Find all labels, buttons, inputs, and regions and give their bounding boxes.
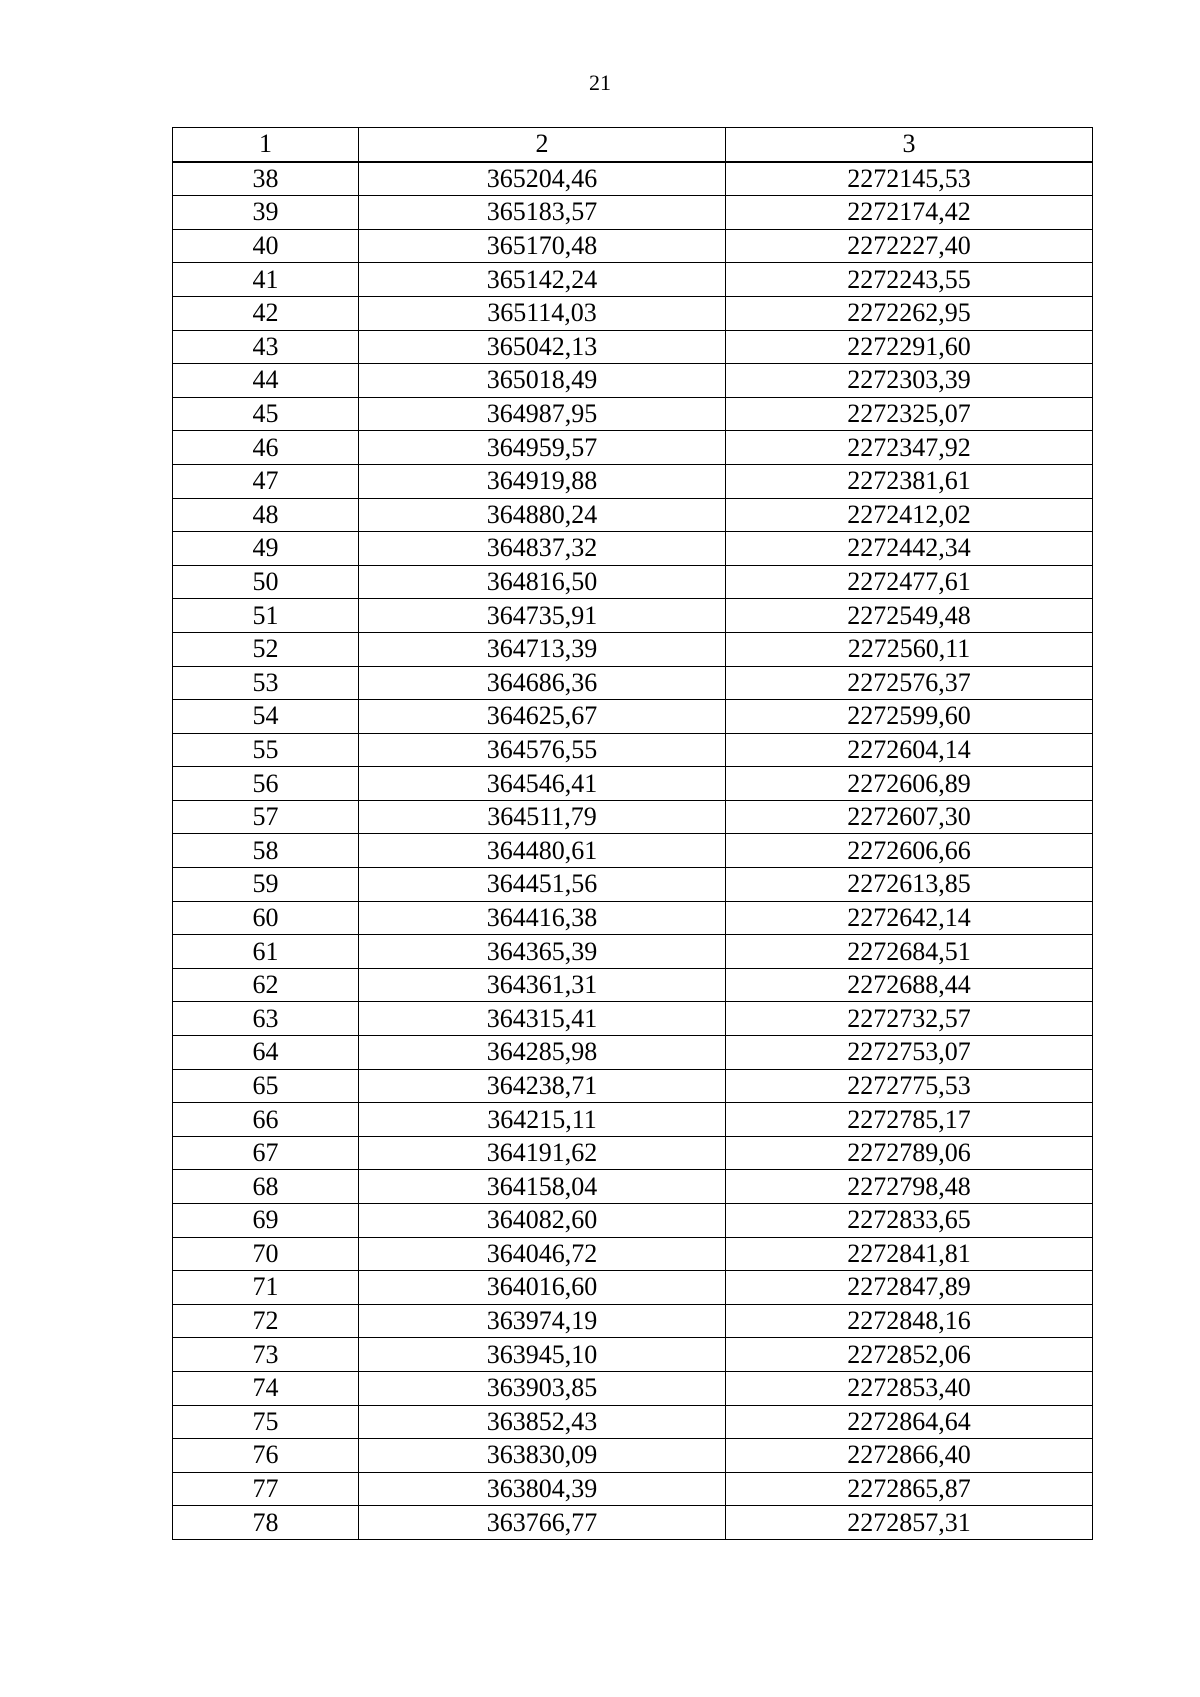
coordinate-y-cell: 2272852,06 bbox=[726, 1338, 1093, 1372]
table-row bbox=[173, 868, 1093, 902]
coordinate-x-cell: 364546,41 bbox=[359, 767, 726, 801]
coordinate-y-cell: 2272227,40 bbox=[726, 229, 1093, 263]
table-row bbox=[173, 1170, 1093, 1204]
point-number-cell: 50 bbox=[173, 565, 359, 599]
table-row bbox=[173, 1338, 1093, 1372]
coordinate-x-cell: 364987,95 bbox=[359, 397, 726, 431]
coordinate-x-cell: 364215,11 bbox=[359, 1103, 726, 1137]
coordinate-y-cell: 2272576,37 bbox=[726, 666, 1093, 700]
point-number-cell: 57 bbox=[173, 800, 359, 834]
table-row bbox=[173, 935, 1093, 969]
coordinate-x-cell: 364713,39 bbox=[359, 632, 726, 666]
page-number: 21 bbox=[589, 70, 611, 95]
coordinate-y-cell: 2272847,89 bbox=[726, 1271, 1093, 1305]
coordinate-y-cell: 2272848,16 bbox=[726, 1304, 1093, 1338]
coordinate-y-cell: 2272833,65 bbox=[726, 1204, 1093, 1238]
table-row bbox=[173, 1271, 1093, 1305]
table-row bbox=[173, 431, 1093, 465]
point-number-cell: 51 bbox=[173, 599, 359, 633]
coordinate-y-cell: 2272412,02 bbox=[726, 498, 1093, 532]
table-row bbox=[173, 632, 1093, 666]
table-row bbox=[173, 162, 1093, 196]
point-number-cell: 77 bbox=[173, 1472, 359, 1506]
coordinate-y-cell: 2272606,89 bbox=[726, 767, 1093, 801]
table-header bbox=[173, 128, 1093, 162]
point-number-cell: 58 bbox=[173, 834, 359, 868]
coordinate-y-cell: 2272864,64 bbox=[726, 1405, 1093, 1439]
table-row bbox=[173, 834, 1093, 868]
coordinate-x-cell: 364919,88 bbox=[359, 464, 726, 498]
table-row bbox=[173, 700, 1093, 734]
table-row bbox=[173, 1304, 1093, 1338]
table-row bbox=[173, 1371, 1093, 1405]
table-row bbox=[173, 800, 1093, 834]
table-row bbox=[173, 968, 1093, 1002]
point-number-cell: 71 bbox=[173, 1271, 359, 1305]
point-number-cell: 52 bbox=[173, 632, 359, 666]
coordinate-y-cell: 2272688,44 bbox=[726, 968, 1093, 1002]
coordinate-x-cell: 364046,72 bbox=[359, 1237, 726, 1271]
coordinate-y-cell: 2272684,51 bbox=[726, 935, 1093, 969]
coordinate-x-cell: 365142,24 bbox=[359, 263, 726, 297]
table-row bbox=[173, 599, 1093, 633]
coordinate-x-cell: 364816,50 bbox=[359, 565, 726, 599]
coordinate-y-cell: 2272607,30 bbox=[726, 800, 1093, 834]
coordinate-y-cell: 2272865,87 bbox=[726, 1472, 1093, 1506]
coordinate-x-cell: 364837,32 bbox=[359, 532, 726, 566]
coordinate-x-cell: 363852,43 bbox=[359, 1405, 726, 1439]
coordinate-x-cell: 365170,48 bbox=[359, 229, 726, 263]
table-row bbox=[173, 1506, 1093, 1540]
point-number-cell: 49 bbox=[173, 532, 359, 566]
table-row bbox=[173, 229, 1093, 263]
table-row bbox=[173, 1405, 1093, 1439]
point-number-cell: 61 bbox=[173, 935, 359, 969]
point-number-cell: 41 bbox=[173, 263, 359, 297]
point-number-cell: 68 bbox=[173, 1170, 359, 1204]
coordinate-x-cell: 365183,57 bbox=[359, 196, 726, 230]
coordinate-x-cell: 364686,36 bbox=[359, 666, 726, 700]
coordinate-x-cell: 364735,91 bbox=[359, 599, 726, 633]
coordinate-x-cell: 364016,60 bbox=[359, 1271, 726, 1305]
coordinate-x-cell: 365042,13 bbox=[359, 330, 726, 364]
coordinate-x-cell: 364880,24 bbox=[359, 498, 726, 532]
table-row bbox=[173, 1036, 1093, 1070]
table-body bbox=[173, 162, 1093, 1540]
table-row bbox=[173, 1472, 1093, 1506]
column-header-1: 1 bbox=[173, 128, 359, 162]
coordinate-y-cell: 2272853,40 bbox=[726, 1371, 1093, 1405]
table-row bbox=[173, 364, 1093, 398]
table-row bbox=[173, 666, 1093, 700]
table-row bbox=[173, 901, 1093, 935]
point-number-cell: 76 bbox=[173, 1439, 359, 1473]
coordinate-x-cell: 364158,04 bbox=[359, 1170, 726, 1204]
point-number-cell: 70 bbox=[173, 1237, 359, 1271]
coordinate-y-cell: 2272775,53 bbox=[726, 1069, 1093, 1103]
point-number-cell: 65 bbox=[173, 1069, 359, 1103]
coordinate-y-cell: 2272866,40 bbox=[726, 1439, 1093, 1473]
coordinate-y-cell: 2272291,60 bbox=[726, 330, 1093, 364]
coordinate-y-cell: 2272549,48 bbox=[726, 599, 1093, 633]
table-row bbox=[173, 1204, 1093, 1238]
coordinate-y-cell: 2272753,07 bbox=[726, 1036, 1093, 1070]
point-number-cell: 42 bbox=[173, 296, 359, 330]
point-number-cell: 55 bbox=[173, 733, 359, 767]
coordinate-y-cell: 2272325,07 bbox=[726, 397, 1093, 431]
point-number-cell: 72 bbox=[173, 1304, 359, 1338]
coordinate-x-cell: 364361,31 bbox=[359, 968, 726, 1002]
point-number-cell: 64 bbox=[173, 1036, 359, 1070]
coordinate-y-cell: 2272642,14 bbox=[726, 901, 1093, 935]
point-number-cell: 59 bbox=[173, 868, 359, 902]
table-row bbox=[173, 1103, 1093, 1137]
point-number-cell: 56 bbox=[173, 767, 359, 801]
table-row bbox=[173, 397, 1093, 431]
point-number-cell: 53 bbox=[173, 666, 359, 700]
coordinate-x-cell: 363903,85 bbox=[359, 1371, 726, 1405]
table-row bbox=[173, 196, 1093, 230]
point-number-cell: 39 bbox=[173, 196, 359, 230]
point-number-cell: 62 bbox=[173, 968, 359, 1002]
table-row bbox=[173, 1002, 1093, 1036]
coordinate-x-cell: 364511,79 bbox=[359, 800, 726, 834]
coordinate-x-cell: 364365,39 bbox=[359, 935, 726, 969]
point-number-cell: 66 bbox=[173, 1103, 359, 1137]
coordinate-x-cell: 364959,57 bbox=[359, 431, 726, 465]
coordinate-y-cell: 2272857,31 bbox=[726, 1506, 1093, 1540]
column-header-3: 3 bbox=[726, 128, 1093, 162]
coordinate-x-cell: 363766,77 bbox=[359, 1506, 726, 1540]
coordinate-y-cell: 2272789,06 bbox=[726, 1136, 1093, 1170]
point-number-cell: 67 bbox=[173, 1136, 359, 1170]
table-row bbox=[173, 296, 1093, 330]
point-number-cell: 46 bbox=[173, 431, 359, 465]
point-number-cell: 48 bbox=[173, 498, 359, 532]
column-header-2: 2 bbox=[359, 128, 726, 162]
coordinate-y-cell: 2272381,61 bbox=[726, 464, 1093, 498]
coordinate-x-cell: 364451,56 bbox=[359, 868, 726, 902]
coordinate-y-cell: 2272599,60 bbox=[726, 700, 1093, 734]
point-number-cell: 74 bbox=[173, 1371, 359, 1405]
coordinate-y-cell: 2272841,81 bbox=[726, 1237, 1093, 1271]
point-number-cell: 63 bbox=[173, 1002, 359, 1036]
coordinates-table bbox=[172, 127, 1093, 1540]
coordinate-x-cell: 365204,46 bbox=[359, 162, 726, 196]
coordinate-y-cell: 2272606,66 bbox=[726, 834, 1093, 868]
table-row bbox=[173, 1237, 1093, 1271]
point-number-cell: 75 bbox=[173, 1405, 359, 1439]
coordinate-y-cell: 2272262,95 bbox=[726, 296, 1093, 330]
coordinate-y-cell: 2272347,92 bbox=[726, 431, 1093, 465]
coordinate-y-cell: 2272303,39 bbox=[726, 364, 1093, 398]
table-row bbox=[173, 767, 1093, 801]
coordinate-x-cell: 364480,61 bbox=[359, 834, 726, 868]
coordinate-x-cell: 363974,19 bbox=[359, 1304, 726, 1338]
table-row bbox=[173, 733, 1093, 767]
coordinate-y-cell: 2272174,42 bbox=[726, 196, 1093, 230]
table-row bbox=[173, 1439, 1093, 1473]
coordinate-y-cell: 2272732,57 bbox=[726, 1002, 1093, 1036]
coordinate-x-cell: 364191,62 bbox=[359, 1136, 726, 1170]
coordinate-y-cell: 2272798,48 bbox=[726, 1170, 1093, 1204]
table-row bbox=[173, 263, 1093, 297]
coordinate-x-cell: 364576,55 bbox=[359, 733, 726, 767]
coordinate-x-cell: 363830,09 bbox=[359, 1439, 726, 1473]
table-row bbox=[173, 532, 1093, 566]
coordinate-x-cell: 364082,60 bbox=[359, 1204, 726, 1238]
point-number-cell: 40 bbox=[173, 229, 359, 263]
coordinate-x-cell: 363945,10 bbox=[359, 1338, 726, 1372]
coordinate-x-cell: 365018,49 bbox=[359, 364, 726, 398]
coordinate-y-cell: 2272243,55 bbox=[726, 263, 1093, 297]
coordinate-x-cell: 365114,03 bbox=[359, 296, 726, 330]
table-row bbox=[173, 330, 1093, 364]
point-number-cell: 38 bbox=[173, 162, 359, 196]
coordinate-x-cell: 364416,38 bbox=[359, 901, 726, 935]
table-row bbox=[173, 1069, 1093, 1103]
table-row bbox=[173, 1136, 1093, 1170]
table-row bbox=[173, 565, 1093, 599]
point-number-cell: 54 bbox=[173, 700, 359, 734]
coordinate-y-cell: 2272785,17 bbox=[726, 1103, 1093, 1137]
header-row bbox=[173, 128, 1093, 162]
point-number-cell: 43 bbox=[173, 330, 359, 364]
point-number-cell: 69 bbox=[173, 1204, 359, 1238]
point-number-cell: 45 bbox=[173, 397, 359, 431]
point-number-cell: 47 bbox=[173, 464, 359, 498]
coordinate-x-cell: 364315,41 bbox=[359, 1002, 726, 1036]
point-number-cell: 60 bbox=[173, 901, 359, 935]
coordinate-y-cell: 2272560,11 bbox=[726, 632, 1093, 666]
coordinate-y-cell: 2272477,61 bbox=[726, 565, 1093, 599]
coordinate-x-cell: 364238,71 bbox=[359, 1069, 726, 1103]
table-row bbox=[173, 498, 1093, 532]
coordinate-x-cell: 364625,67 bbox=[359, 700, 726, 734]
point-number-cell: 78 bbox=[173, 1506, 359, 1540]
table-row bbox=[173, 464, 1093, 498]
coordinate-y-cell: 2272145,53 bbox=[726, 162, 1093, 196]
point-number-cell: 44 bbox=[173, 364, 359, 398]
coordinate-y-cell: 2272613,85 bbox=[726, 868, 1093, 902]
coordinate-y-cell: 2272442,34 bbox=[726, 532, 1093, 566]
coordinate-x-cell: 363804,39 bbox=[359, 1472, 726, 1506]
coordinate-y-cell: 2272604,14 bbox=[726, 733, 1093, 767]
point-number-cell: 73 bbox=[173, 1338, 359, 1372]
coordinate-x-cell: 364285,98 bbox=[359, 1036, 726, 1070]
